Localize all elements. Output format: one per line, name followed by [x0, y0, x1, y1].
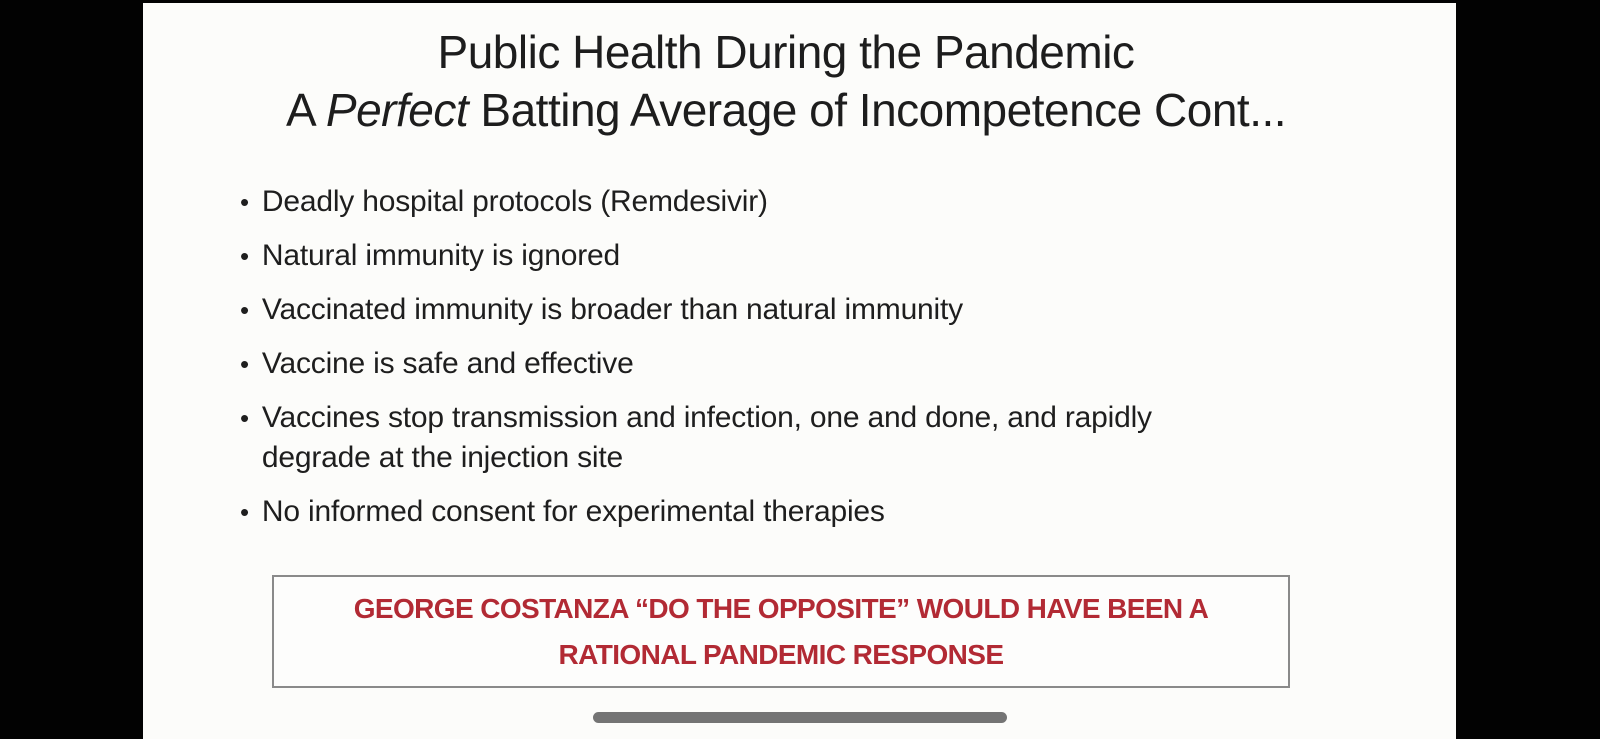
bullet-marker: • — [240, 187, 249, 217]
bullet-text: Vaccine is safe and effective — [261, 347, 634, 380]
presentation-slide — [143, 3, 1456, 739]
bullet-text: Natural immunity is ignored — [261, 239, 620, 272]
bullet-item-6 — [240, 492, 1370, 532]
bullet-list — [240, 182, 1370, 546]
bullet-text: No informed consent for experimental therapies — [261, 495, 885, 528]
title-line-2-suffix: Batting Average of Incompetence Cont... — [468, 84, 1287, 136]
bullet-marker: • — [240, 497, 249, 527]
bullet-item-5 — [240, 398, 1370, 478]
bullet-marker: • — [240, 241, 249, 271]
bullet-item-1 — [240, 182, 1370, 222]
title-line-1: Public Health During the Pandemic — [437, 26, 1135, 78]
bullet-item-4 — [240, 344, 1370, 384]
bullet-marker: • — [240, 403, 249, 433]
bullet-item-3 — [240, 290, 1370, 330]
callout-line-2: RATIONAL PANDEMIC RESPONSE — [558, 639, 1004, 670]
bullet-text: Vaccinated immunity is broader than natural immunity — [261, 293, 963, 326]
bullet-marker: • — [240, 295, 249, 325]
title-line-2 — [143, 81, 1429, 139]
video-progress-bar[interactable] — [593, 712, 1007, 723]
callout-line-1: GEORGE COSTANZA “DO THE OPPOSITE” WOULD HAVE BEEN A — [353, 593, 1209, 624]
bullet-text: Vaccines stop transmission and infection, one and done, and rapidly — [261, 401, 1152, 434]
bullet-item-2 — [240, 236, 1370, 276]
title-line-2-prefix: A — [285, 84, 326, 136]
slide-title — [143, 23, 1456, 139]
bullet-marker: • — [240, 349, 249, 379]
callout-box — [272, 575, 1290, 688]
bullet-text-wrapped: degrade at the injection site — [261, 441, 624, 474]
bullet-text: Deadly hospital protocols (Remdesivir) — [261, 185, 768, 218]
title-line-2-italic: Perfect — [325, 84, 469, 136]
